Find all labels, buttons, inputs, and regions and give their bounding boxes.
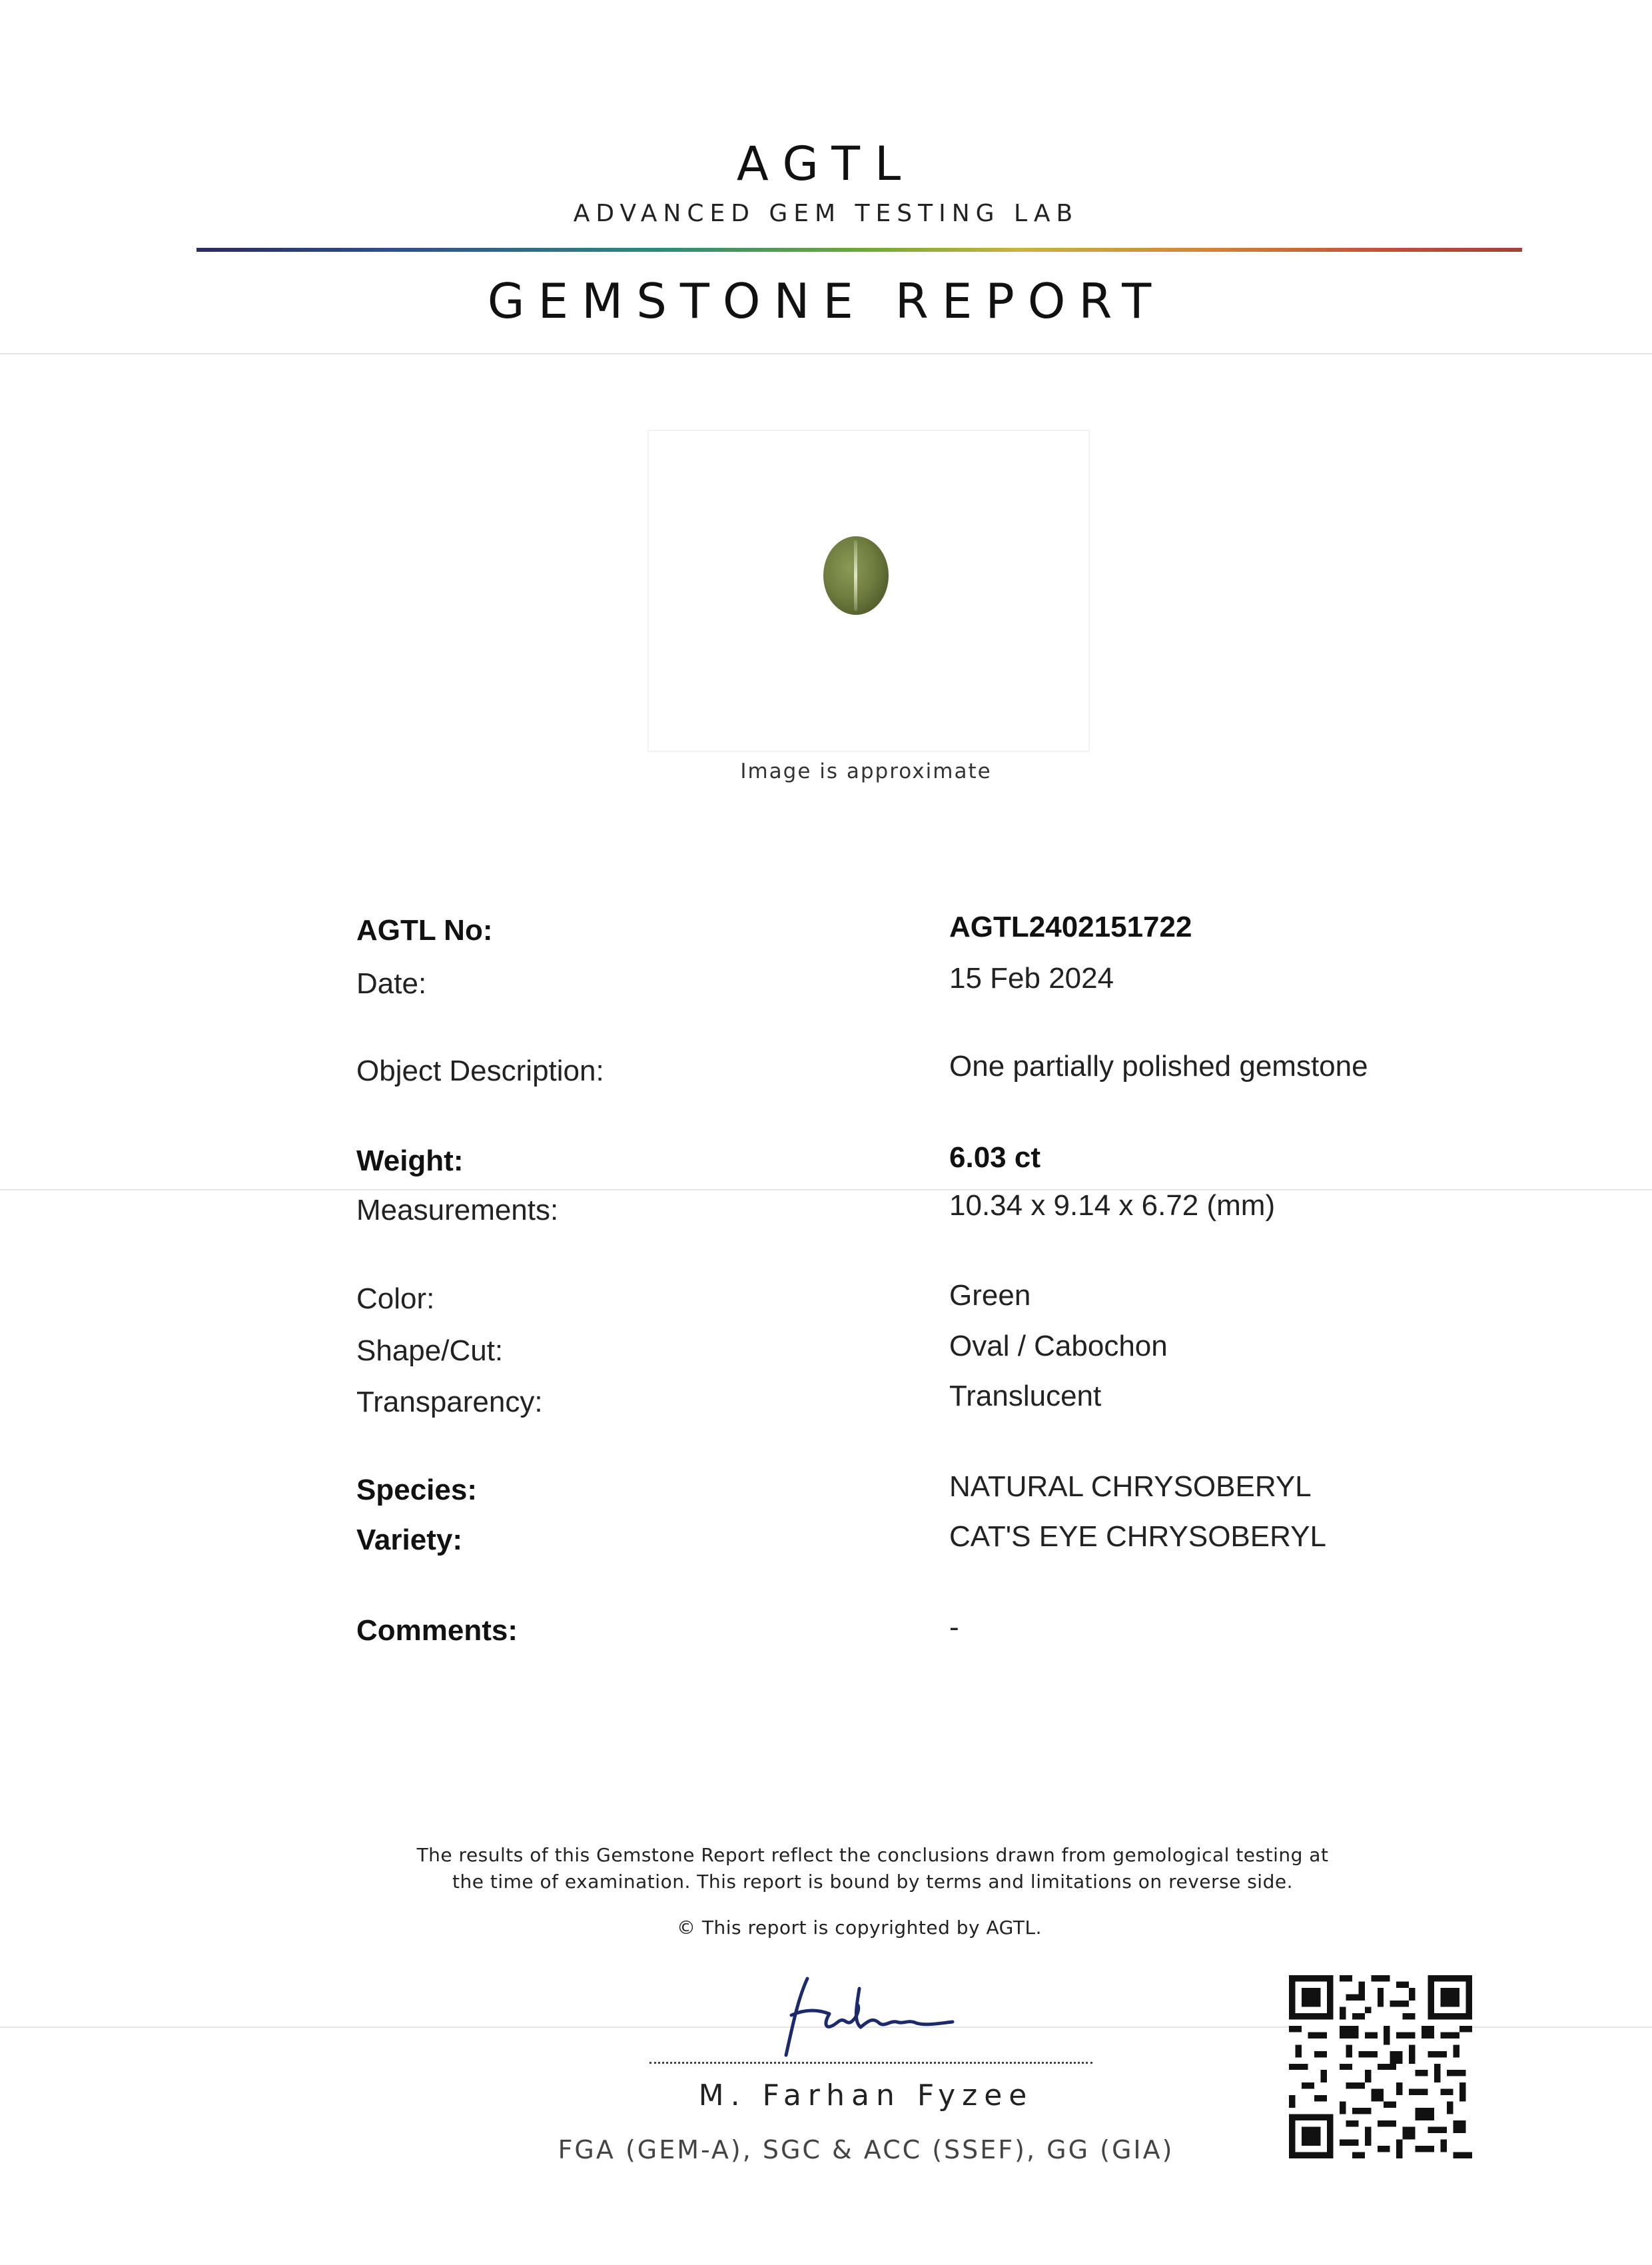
color-label: Color: bbox=[356, 1282, 435, 1315]
weight-label: Weight: bbox=[356, 1144, 464, 1177]
disclaimer-line-1: The results of this Gemstone Report reflect the conclusions drawn from gemological testing at bbox=[416, 1844, 1329, 1866]
signature bbox=[766, 1969, 986, 2062]
date-label: Date: bbox=[356, 967, 427, 1000]
signature-line bbox=[649, 2062, 1092, 2064]
species-label: Species: bbox=[356, 1474, 477, 1506]
report-title: GEMSTONE REPORT bbox=[487, 273, 1165, 329]
brand-subtitle: ADVANCED GEM TESTING LAB bbox=[573, 200, 1079, 227]
image-caption: Image is approximate bbox=[740, 759, 992, 783]
object-description-value: One partially polished gemstone bbox=[949, 1050, 1368, 1083]
shape-cut-label: Shape/Cut: bbox=[356, 1334, 504, 1367]
fold-line bbox=[0, 1189, 1652, 1190]
species-value: NATURAL CHRYSOBERYL bbox=[949, 1470, 1312, 1503]
object-description-label: Object Description: bbox=[356, 1055, 604, 1087]
transparency-label: Transparency: bbox=[356, 1386, 543, 1418]
disclaimer-line-2: the time of examination. This report is bound by terms and limitations on reverse side. bbox=[452, 1871, 1293, 1893]
agtl-no-label: AGTL No: bbox=[356, 914, 493, 947]
header-divider bbox=[197, 248, 1522, 252]
comments-value: - bbox=[949, 1611, 959, 1643]
measurements-value: 10.34 x 9.14 x 6.72 (mm) bbox=[949, 1189, 1276, 1222]
gemstone-image bbox=[823, 536, 889, 615]
transparency-value: Translucent bbox=[949, 1380, 1102, 1412]
brand-logo: AGTL bbox=[736, 137, 916, 191]
signer-name: M. Farhan Fyzee bbox=[698, 2078, 1034, 2112]
agtl-no-value: AGTL2402151722 bbox=[949, 911, 1192, 943]
weight-value: 6.03 ct bbox=[949, 1141, 1040, 1174]
disclaimer bbox=[0, 1842, 1652, 1895]
gemstone-image-frame bbox=[647, 430, 1090, 752]
color-value: Green bbox=[949, 1279, 1031, 1312]
shape-cut-value: Oval / Cabochon bbox=[949, 1330, 1168, 1362]
qr-code-icon[interactable] bbox=[1289, 1975, 1472, 2158]
measurements-label: Measurements: bbox=[356, 1194, 559, 1226]
copyright-notice: © This report is copyrighted by AGTL. bbox=[677, 1917, 1042, 1939]
variety-value: CAT'S EYE CHRYSOBERYL bbox=[949, 1520, 1326, 1553]
date-value: 15 Feb 2024 bbox=[949, 962, 1114, 995]
comments-label: Comments: bbox=[356, 1614, 518, 1647]
variety-label: Variety: bbox=[356, 1524, 462, 1556]
fold-line bbox=[0, 353, 1652, 354]
signer-credentials: FGA (GEM-A), SGC & ACC (SSEF), GG (GIA) bbox=[558, 2135, 1174, 2164]
